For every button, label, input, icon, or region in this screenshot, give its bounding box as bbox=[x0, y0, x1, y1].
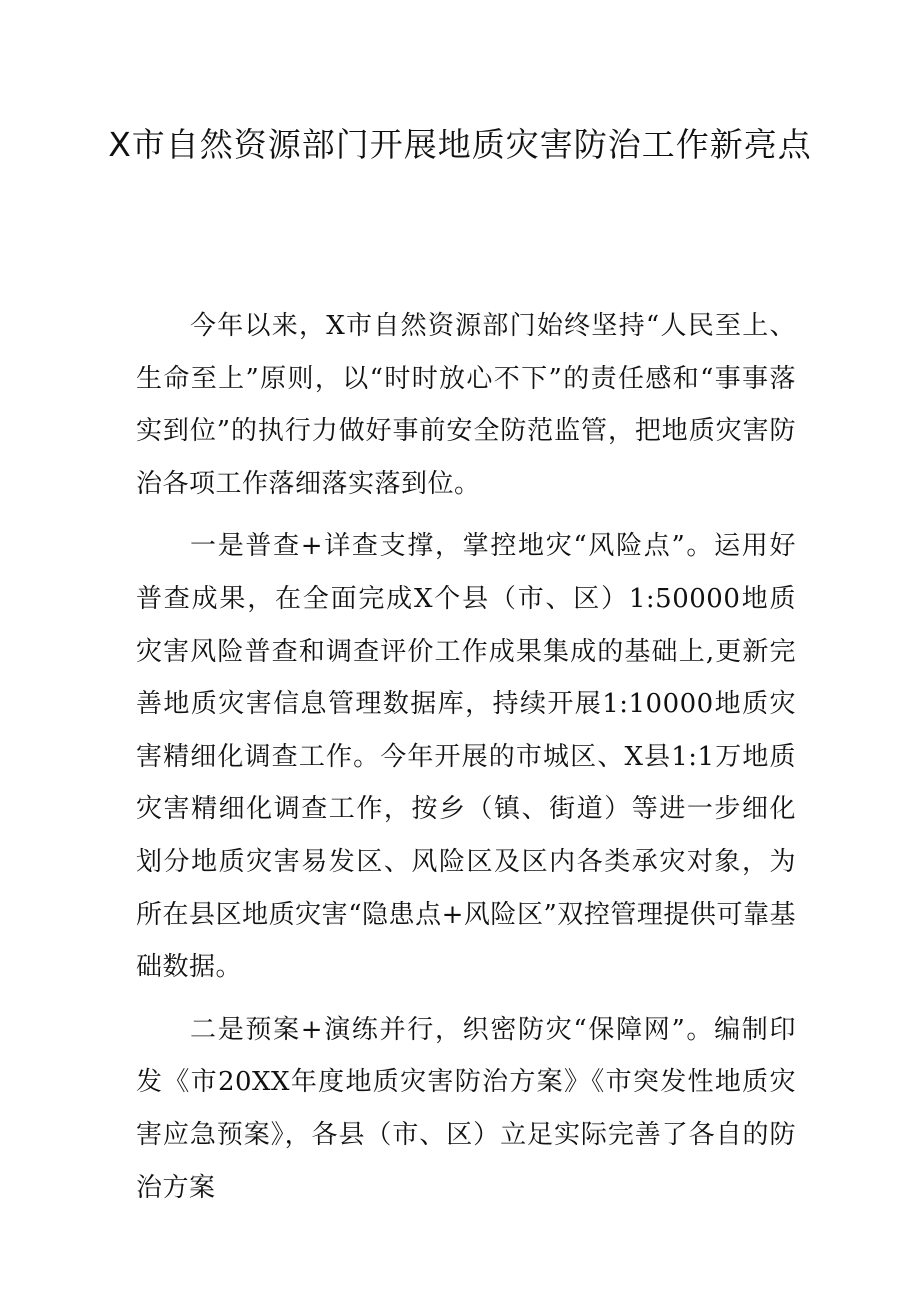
paragraph-survey: 一是普查+详查支撑，掌控地灾“风险点”。运用好普查成果，在全面完成X个县（市、区）1:50000地质灾害风险普查和调查评价工作成果集成的基础上,更新完善地质灾害信息管理数据库，持续开展1:10000地质灾害精细化调查工作。今年开展的市城区、X县1:1万地质灾害精细化调查工作，按乡（镇、街道）等进一步细化划分地质灾害易发区、风险区及区内各类承灾对象，为所在县区地质灾害“隐患点+风险区”双控管理提供可靠基础数据。 bbox=[136, 531, 796, 983]
document-title: X市自然资源部门开展地质灾害防治工作新亮点 bbox=[108, 125, 812, 164]
document-body bbox=[136, 300, 796, 1214]
paragraph-plan: 二是预案+演练并行，织密防灾“保障网”。编制印发《市20XX年度地质灾害防治方案》《市突发性地质灾害应急预案》，各县（市、区）立足实际完善了各自的防治方案 bbox=[136, 1014, 796, 1203]
paragraph-intro: 今年以来，X市自然资源部门始终坚持“人民至上、生命至上”原则，以“时时放心不下”的责任感和“事事落实到位”的执行力做好事前安全防范监管，把地质灾害防治各项工作落细落实落到位。 bbox=[136, 311, 796, 499]
